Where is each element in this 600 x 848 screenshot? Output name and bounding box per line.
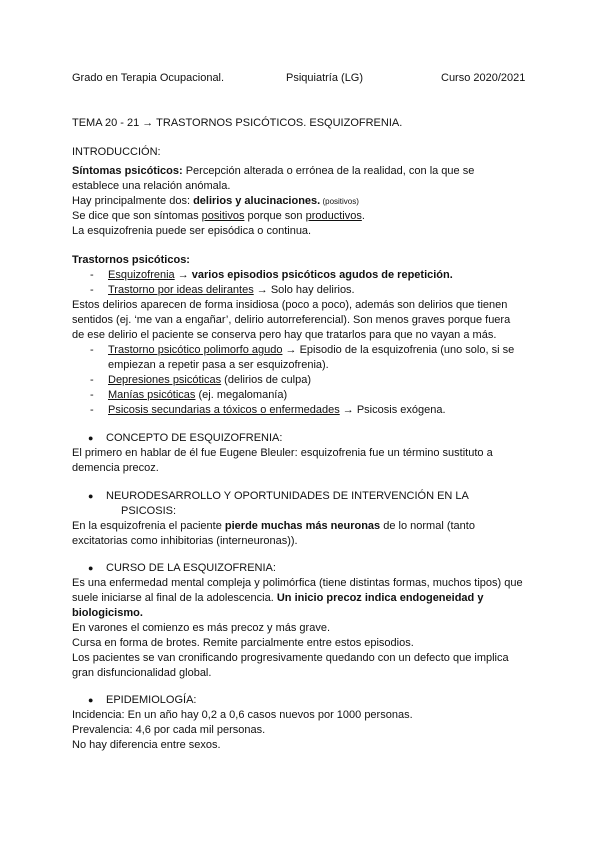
dash-marker: - xyxy=(90,404,94,416)
neuro-heading-line-2: PSICOSIS: xyxy=(121,505,177,517)
dash-marker: - xyxy=(90,284,94,296)
epidemio-line-2: Prevalencia: 4,6 por cada mil personas. xyxy=(72,724,266,736)
dash-marker: - xyxy=(90,269,94,281)
concepto-line-1: El primero en hablar de él fue Eugene Bleuler: esquizofrenia fue un término sustituto a xyxy=(72,447,493,459)
bullet-icon: ● xyxy=(88,491,94,501)
header-course: Grado en Terapia Ocupacional. xyxy=(72,72,225,84)
document-title: TEMA 20 - 21 → TRASTORNOS PSICÓTICOS. ESQUIZOFRENIA. xyxy=(72,117,403,129)
epidemio-line-3: No hay diferencia entre sexos. xyxy=(72,739,221,751)
trastorno-item-polimorfo-cont: empiezan a repetir pasa a ser esquizofrenia). xyxy=(108,359,329,371)
bullet-icon: ● xyxy=(88,563,94,573)
bullet-icon: ● xyxy=(88,695,94,705)
intro-line-1: Síntomas psicóticos: Percepción alterada o errónea de la realidad, con la que se xyxy=(72,165,475,177)
curso-line-6: Los pacientes se van cronificando progresivamente quedando con un defecto que implica xyxy=(72,652,509,664)
trastornos-paragraph-line-1: Estos delirios aparecen de forma insidiosa (poco a poco), además son delirios que tienen xyxy=(72,299,508,311)
trastorno-item-manias: Manías psicóticas (ej. megalomanía) xyxy=(108,389,288,401)
trastorno-item-esquizofrenia: Esquizofrenia → varios episodios psicóticos agudos de repetición. xyxy=(108,269,453,281)
trastorno-item-depresiones: Depresiones psicóticas (delirios de culpa) xyxy=(108,374,311,386)
trastornos-paragraph-line-3: de ese delirio el paciente se conserva pero hay que tratarlos para que no vayan a más. xyxy=(72,329,497,341)
header-year: Curso 2020/2021 xyxy=(441,72,526,84)
trastorno-item-ideas-delirantes: Trastorno por ideas delirantes → Solo hay delirios. xyxy=(108,284,355,296)
dash-marker: - xyxy=(90,389,94,401)
trastornos-paragraph-line-2: sentidos (ej. ‘me van a engañar’, delirio autorreferencial). Son menos graves porque fuera xyxy=(72,314,511,326)
dash-marker: - xyxy=(90,344,94,356)
curso-line-2: suele iniciarse al final de la adolescencia. Un inicio precoz indica endogeneidad y xyxy=(72,592,484,604)
curso-line-1: Es una enfermedad mental compleja y polimórfica (tiene distintas formas, muchos tipos) que xyxy=(72,577,523,589)
curso-heading: CURSO DE LA ESQUIZOFRENIA: xyxy=(106,562,276,574)
header-subject: Psiquiatría (LG) xyxy=(286,72,364,84)
epidemio-heading: EPIDEMIOLOGÍA: xyxy=(106,694,197,706)
intro-line-2: establece una relación anómala. xyxy=(72,180,231,192)
intro-heading: INTRODUCCIÓN: xyxy=(72,146,161,158)
intro-line-3: Hay principalmente dos: delirios y alucinaciones. (positivos) xyxy=(72,195,359,207)
concepto-heading: CONCEPTO DE ESQUIZOFRENIA: xyxy=(106,432,283,444)
neuro-line-1: En la esquizofrenia el paciente pierde muchas más neuronas de lo normal (tanto xyxy=(72,520,475,532)
trastorno-item-secundarias: Psicosis secundarias a tóxicos o enfermedades → Psicosis exógena. xyxy=(108,404,446,416)
dash-marker: - xyxy=(90,374,94,386)
epidemio-line-1: Incidencia: En un año hay 0,2 a 0,6 casos nuevos por 1000 personas. xyxy=(72,709,413,721)
neuro-heading-line-1: NEURODESARROLLO Y OPORTUNIDADES DE INTERVENCIÓN EN LA xyxy=(106,490,469,502)
intro-line-5: La esquizofrenia puede ser episódica o continua. xyxy=(72,225,312,237)
trastornos-heading: Trastornos psicóticos: xyxy=(72,254,190,266)
intro-line-4: Se dice que son síntomas positivos porque son productivos. xyxy=(72,210,365,222)
concepto-line-2: demencia precoz. xyxy=(72,462,159,474)
bullet-icon: ● xyxy=(88,433,94,443)
curso-line-7: gran disfuncionalidad global. xyxy=(72,667,212,679)
curso-line-4: En varones el comienzo es más precoz y más grave. xyxy=(72,622,331,634)
curso-line-3: biologicismo. xyxy=(72,607,143,619)
trastorno-item-polimorfo: Trastorno psicótico polimorfo agudo → Episodio de la esquizofrenia (uno solo, si se xyxy=(108,344,515,356)
curso-line-5: Cursa en forma de brotes. Remite parcialmente entre estos episodios. xyxy=(72,637,414,649)
neuro-line-2: excitatorias como inhibitorias (interneuronas)). xyxy=(72,535,298,547)
